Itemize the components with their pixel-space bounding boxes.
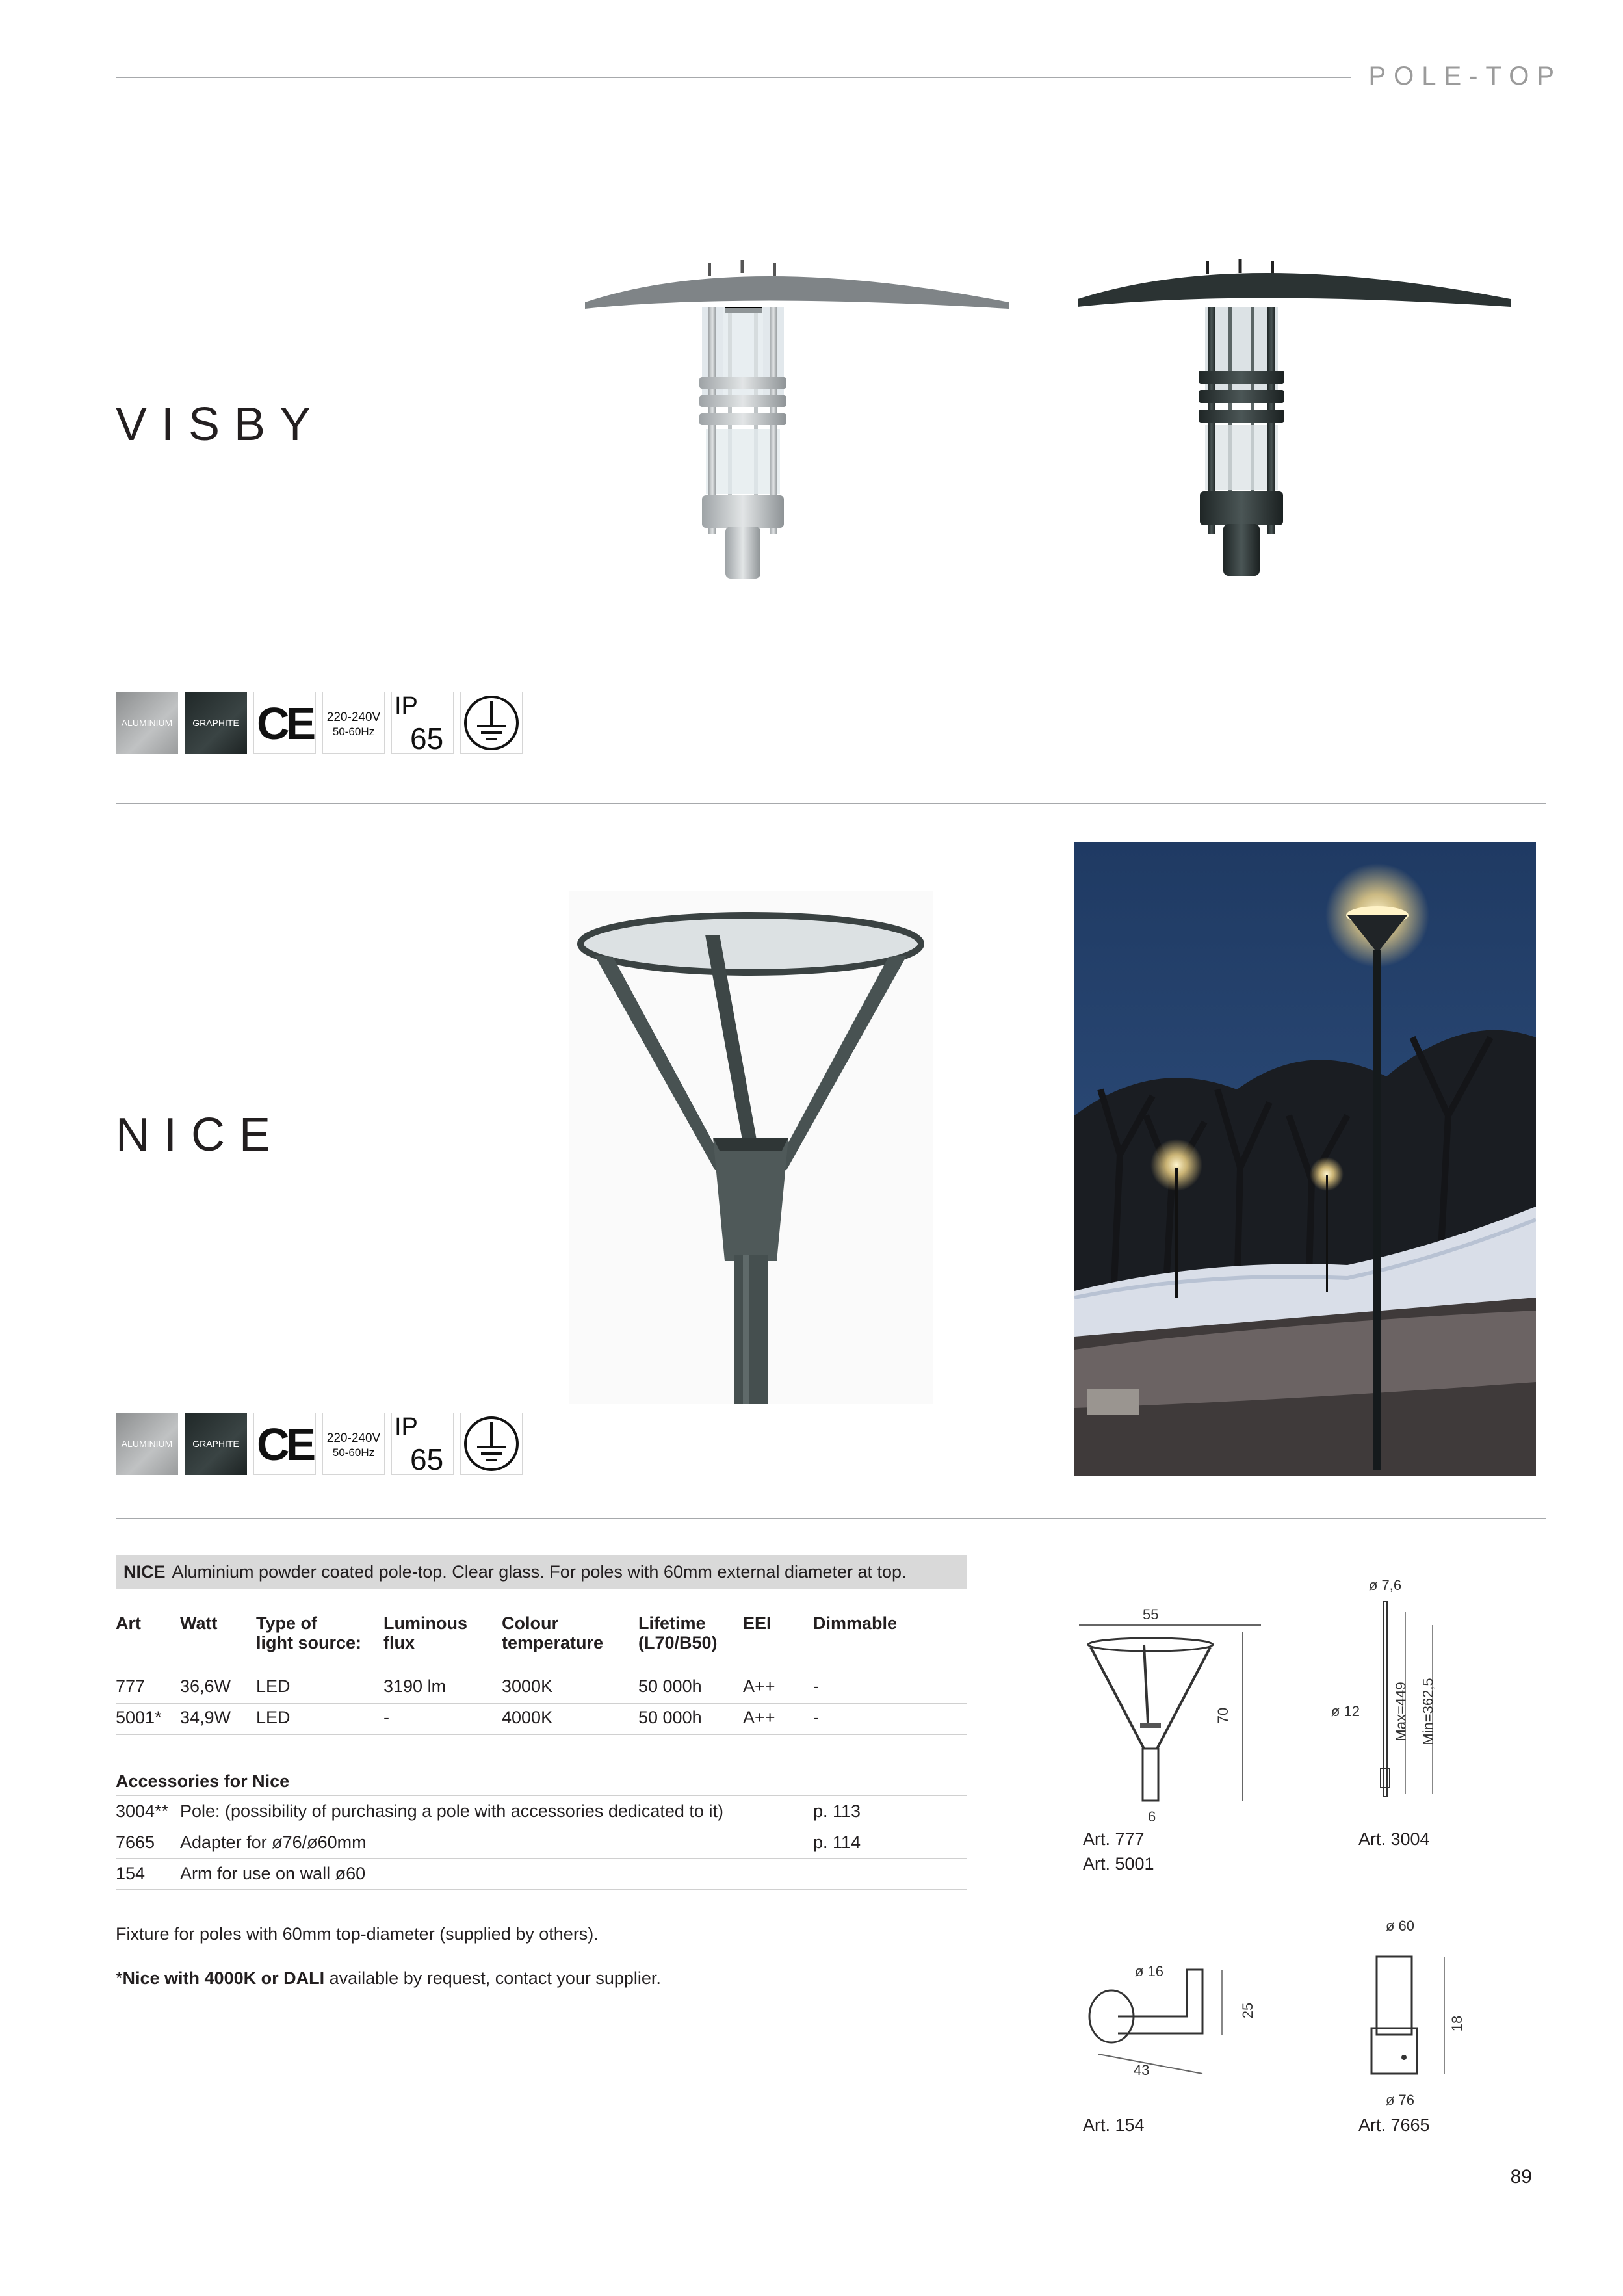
finish-swatch-aluminium: ALUMINIUM <box>116 692 178 754</box>
visby-graphite-image <box>1066 254 1521 618</box>
drawing-art-7665 <box>1358 1950 1488 2100</box>
nice-night-scene-photo <box>1074 842 1536 1476</box>
request-note-rest: available by request, contact your supplier. <box>324 1968 661 1988</box>
cell-watt: 36,6W <box>180 1676 231 1696</box>
cell-flux: - <box>383 1708 389 1727</box>
art-label-3004: Art. 3004 <box>1358 1829 1430 1849</box>
cell-watt: 34,9W <box>180 1708 231 1727</box>
ce-mark-icon: CE <box>253 692 316 754</box>
request-note <box>116 1968 661 1989</box>
nice-luminaire-image <box>569 891 933 1404</box>
dim-base: 6 <box>1148 1808 1156 1825</box>
section-tag: POLE-TOP <box>1368 62 1562 90</box>
cell-flux: 3190 lm <box>383 1676 447 1696</box>
voltage-label: 220-240V <box>326 711 381 724</box>
finish-swatch-graphite: GRAPHITE <box>185 1413 247 1475</box>
page-number: 89 <box>1510 2166 1532 2187</box>
cell-eei: A++ <box>743 1708 775 1727</box>
col-flux-1: Luminous <box>383 1613 467 1633</box>
drawing-art-777 <box>1072 1619 1267 1814</box>
voltage-icon <box>322 692 385 754</box>
accessory-desc: Arm for use on wall ø60 <box>180 1864 366 1883</box>
ce-mark-icon: CE <box>253 1413 316 1475</box>
col-watt: Watt <box>180 1613 218 1633</box>
dim-arm-height: 25 <box>1240 2002 1256 2019</box>
col-life-2: (L70/B50) <box>638 1633 718 1652</box>
dim-pole-mid: ø 12 <box>1331 1703 1360 1719</box>
col-art: Art <box>116 1613 141 1633</box>
nice-title: NICE <box>116 1109 285 1161</box>
spec-table-header-bar <box>116 1555 967 1589</box>
visby-icon-row <box>116 692 523 754</box>
frequency-label: 50-60Hz <box>324 1446 383 1459</box>
ip-label: IP <box>395 692 418 720</box>
nice-icon-row <box>116 1413 523 1475</box>
table-rule <box>116 1734 967 1735</box>
earth-ground-icon <box>460 1413 523 1475</box>
accessory-desc: Adapter for ø76/ø60mm <box>180 1833 367 1852</box>
accessory-art: 3004** <box>116 1801 169 1821</box>
ip-rating-icon <box>391 692 454 754</box>
col-eei: EEI <box>743 1613 772 1633</box>
drawing-art-154 <box>1072 1957 1267 2093</box>
frequency-label: 50-60Hz <box>324 725 383 738</box>
dim-pole-min: Min=362,5 <box>1420 1678 1436 1745</box>
cell-type: LED <box>256 1676 291 1696</box>
art-label-7665: Art. 7665 <box>1358 2115 1430 2135</box>
ip-value: 65 <box>410 722 444 755</box>
request-note-bold: Nice with 4000K or DALI <box>122 1968 325 1988</box>
voltage-icon <box>322 1413 385 1475</box>
cell-eei: A++ <box>743 1676 775 1696</box>
visby-title: VISBY <box>116 398 326 450</box>
dim-adapter-height: 18 <box>1449 2015 1466 2032</box>
table-rule <box>116 1889 967 1890</box>
dim-pole-top: ø 7,6 <box>1369 1577 1402 1593</box>
accessories-title: Accessories for Nice <box>116 1771 290 1791</box>
col-dim: Dimmable <box>813 1613 898 1633</box>
art-label-5001: Art. 5001 <box>1083 1854 1154 1873</box>
table-rule <box>116 1795 967 1796</box>
table-rule <box>116 1858 967 1859</box>
dim-arm-diameter: ø 16 <box>1135 1963 1164 1979</box>
col-flux-2: flux <box>383 1633 415 1652</box>
col-colour-2: temperature <box>502 1633 604 1652</box>
voltage-label: 220-240V <box>326 1431 381 1445</box>
cell-art: 5001* <box>116 1708 162 1727</box>
finish-swatch-aluminium: ALUMINIUM <box>116 1413 178 1475</box>
earth-ground-icon <box>460 692 523 754</box>
ip-value: 65 <box>410 1442 444 1476</box>
col-life-1: Lifetime <box>638 1613 706 1633</box>
dim-height: 70 <box>1215 1707 1232 1724</box>
section-divider-2 <box>116 1518 1546 1519</box>
cell-dim: - <box>813 1708 819 1727</box>
col-colour-1: Colour <box>502 1613 558 1633</box>
dim-pole-max: Max=449 <box>1392 1682 1409 1742</box>
cell-type: LED <box>256 1708 291 1727</box>
cell-dim: - <box>813 1676 819 1696</box>
accessory-art: 7665 <box>116 1833 155 1852</box>
finish-swatch-graphite: GRAPHITE <box>185 692 247 754</box>
table-rule <box>116 1703 967 1704</box>
visby-aluminium-image <box>572 254 1027 618</box>
dim-adapter-bottom: ø 76 <box>1386 2092 1415 2108</box>
cell-life: 50 000h <box>638 1676 702 1696</box>
dim-width: 55 <box>1143 1606 1159 1623</box>
art-label-777: Art. 777 <box>1083 1829 1145 1849</box>
spec-description: Aluminium powder coated pole-top. Clear glass. For poles with 60mm external diameter at top. <box>172 1562 907 1582</box>
cell-colour: 4000K <box>502 1708 553 1727</box>
cell-colour: 3000K <box>502 1676 553 1696</box>
accessory-page: p. 114 <box>813 1833 861 1852</box>
accessory-page: p. 113 <box>813 1801 861 1821</box>
spec-product-name: NICE <box>123 1562 166 1582</box>
drawing-art-3004 <box>1365 1599 1469 1833</box>
accessory-desc: Pole: (possibility of purchasing a pole with accessories dedicated to it) <box>180 1801 723 1821</box>
cell-life: 50 000h <box>638 1708 702 1727</box>
cell-art: 777 <box>116 1676 146 1696</box>
col-type-2: light source: <box>256 1633 362 1652</box>
fixture-note: Fixture for poles with 60mm top-diameter (supplied by others). <box>116 1924 599 1944</box>
dim-arm-length: 43 <box>1134 2062 1150 2078</box>
header-rule <box>116 77 1351 78</box>
ip-rating-icon <box>391 1413 454 1475</box>
dim-adapter-top: ø 60 <box>1386 1918 1415 1934</box>
accessory-art: 154 <box>116 1864 146 1883</box>
ip-label: IP <box>395 1413 418 1441</box>
request-note-prefix: * <box>116 1968 123 1988</box>
section-divider-1 <box>116 803 1546 804</box>
art-label-154: Art. 154 <box>1083 2115 1145 2135</box>
col-type-1: Type of <box>256 1613 317 1633</box>
